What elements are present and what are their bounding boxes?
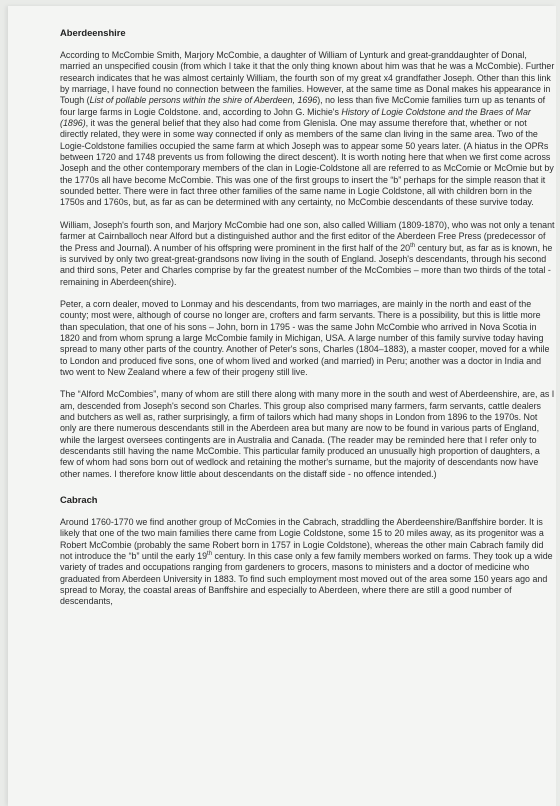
- paragraph: [60, 389, 555, 480]
- section-heading: Aberdeenshire: [60, 27, 126, 38]
- text-run: ), no less than five McComie families turn up as tenants of four large farms in Logie Coldstone. and, according to John G. Michie's: [60, 95, 546, 117]
- paragraph: [60, 299, 555, 378]
- text-run: Around 1760-1770 we find another group of McComies in the Cabrach, straddling the Aberdeenshire/Banffshire border. It is likely that one of the two main families there came from Logie Coldstone, some 15 to 20 miles away, as its progenitor was a Robert McCombie (probably the same Robert born in 1757 in Logie Coldstone), whereas the other main Cabrach family did not introduce the “b” until the early 19: [60, 517, 544, 562]
- text-run: The “Alford McCombies”, many of whom are still there along with many more in the south and west of Aberdeenshire, are, as I am, descended from Joseph's second son Charles. This group also comprised many farmers, farm servants, cattle dealers and butchers as well as, rather surprisingly, a firm of tailors which had many shops in London from 1896 to the 1970s. Not only are there numerous descendants still in the Aberdeen area but many are now to be found in various parts of England, while the largest oversees contingents are in Australia and Canada. (The reader may be reminded here that I refer only to descendants still having the name McCombie. This particular family produced an unusually high proportion of daughters, a few of whom had sons born out of wedlock and retaining the mother's surname, but the majority of descendants now have other names. I therefore know little about descendants on the distaff side - no offence intended.): [60, 389, 555, 479]
- text-run: William, Joseph's fourth son, and Marjory McCombie had one son, also called William (1809-1870), who was not only a tenant farmer at Cairnballoch near Alford but a distinguished author and the first editor of the Aberdeen Free Press (predecessor of the Press and Journal). A number of his offspring were prominent in the first half of the 20: [60, 219, 555, 253]
- text-run: century but, as far as is known, he is survived by only two great-great-grandsons now living in the south of England. Joseph's descendants, through his second and third sons, Peter and Charles comprise by far the greatest number of the McCombies – more than two thirds of the total - remaining in Aberdeen(shire).: [60, 242, 553, 287]
- paragraph: [60, 50, 555, 209]
- text-run: century. In this case only a few family members worked on farms. They took up a wide variety of trades and occupations ranging from gardeners to grocers, masons to ministers and a doctor of medicine who graduated from Aberdeen University in 1883. To find such employment most moved out of the area some 150 years ago and spread to Moray, the coastal areas of Banffshire and especially to Aberdeen, where there are still a good number of descendants,: [60, 551, 553, 607]
- superscript-text: th: [207, 551, 213, 558]
- text-run: According to McCombie Smith, Marjory McCombie, a daughter of William of Lynturk and great-granddaughter of Donal, married an unspecified cousin (from which I take it that the only thing known about him was that he was a McCombie). Further research indicates that he was almost certainly William, the fourth son of my great x4 grandfather Joseph. Other than this link by marriage, I have found no connection between the families. However, at the same time as Donal makes his appearance in Tough (: [60, 50, 555, 106]
- text-run: Peter, a corn dealer, moved to Lonmay and his descendants, from two marriages, are mainly in the north and east of the county; most were, although of course no longer are, crofters and farm servants. There is a possibility, but this is little more than speculation, that one of his sons – John, born in 1795 - was the same John McCombie who arrived in Nova Scotia in 1820 and from whom sprung a large McCombie family in Michigan, USA. A large number of this family survive today having spread to many other parts of the country. Another of Peter's sons, Charles (1804–1883), a master cooper, moved for a while to London and produced five sons, one of whom lived and worked (and married) in Peru; another was a doctor in India and two went to New Zealand where a few of their progeny still live.: [60, 298, 550, 377]
- section-heading: Cabrach: [60, 494, 98, 506]
- document-body: [60, 27, 555, 619]
- document-page: [8, 6, 556, 806]
- paragraph: [60, 220, 555, 288]
- text-run: , it was the general belief that they also had come from Glenisla. One may assume therefore that, whether or not directly related, they were in some way connected if only as members of the same clan living in the same area. Two of the Logie-Coldstone families occupied the same farm at which Joseph was to appear some 50 years later. (A hiatus in the OPRs between 1720 and 1748 prevents us from following the direct descent). It is worth noting here that when we first come across Joseph and the other contemporary members of the clan in Logie-Coldstone all are referred to as McComie or McOmie but by the 1770s all have become McCombie. This was one of the first groups to insert the “b” perhaps for the simple reason that it sounded better. There were in fact three other families of the same name in Logie Coldstone, all with children born in the 1750s and 1760s, but, as far as can be determined with any certainty, no McCombie descendants of these survive today.: [60, 118, 554, 208]
- paragraph: [60, 517, 555, 608]
- italic-text: List of pollable persons within the shire of Aberdeen, 1696: [89, 95, 318, 106]
- superscript-text: th: [410, 242, 416, 249]
- italic-text: History of Logie Coldstone and the Braes of Mar (1896): [60, 106, 531, 129]
